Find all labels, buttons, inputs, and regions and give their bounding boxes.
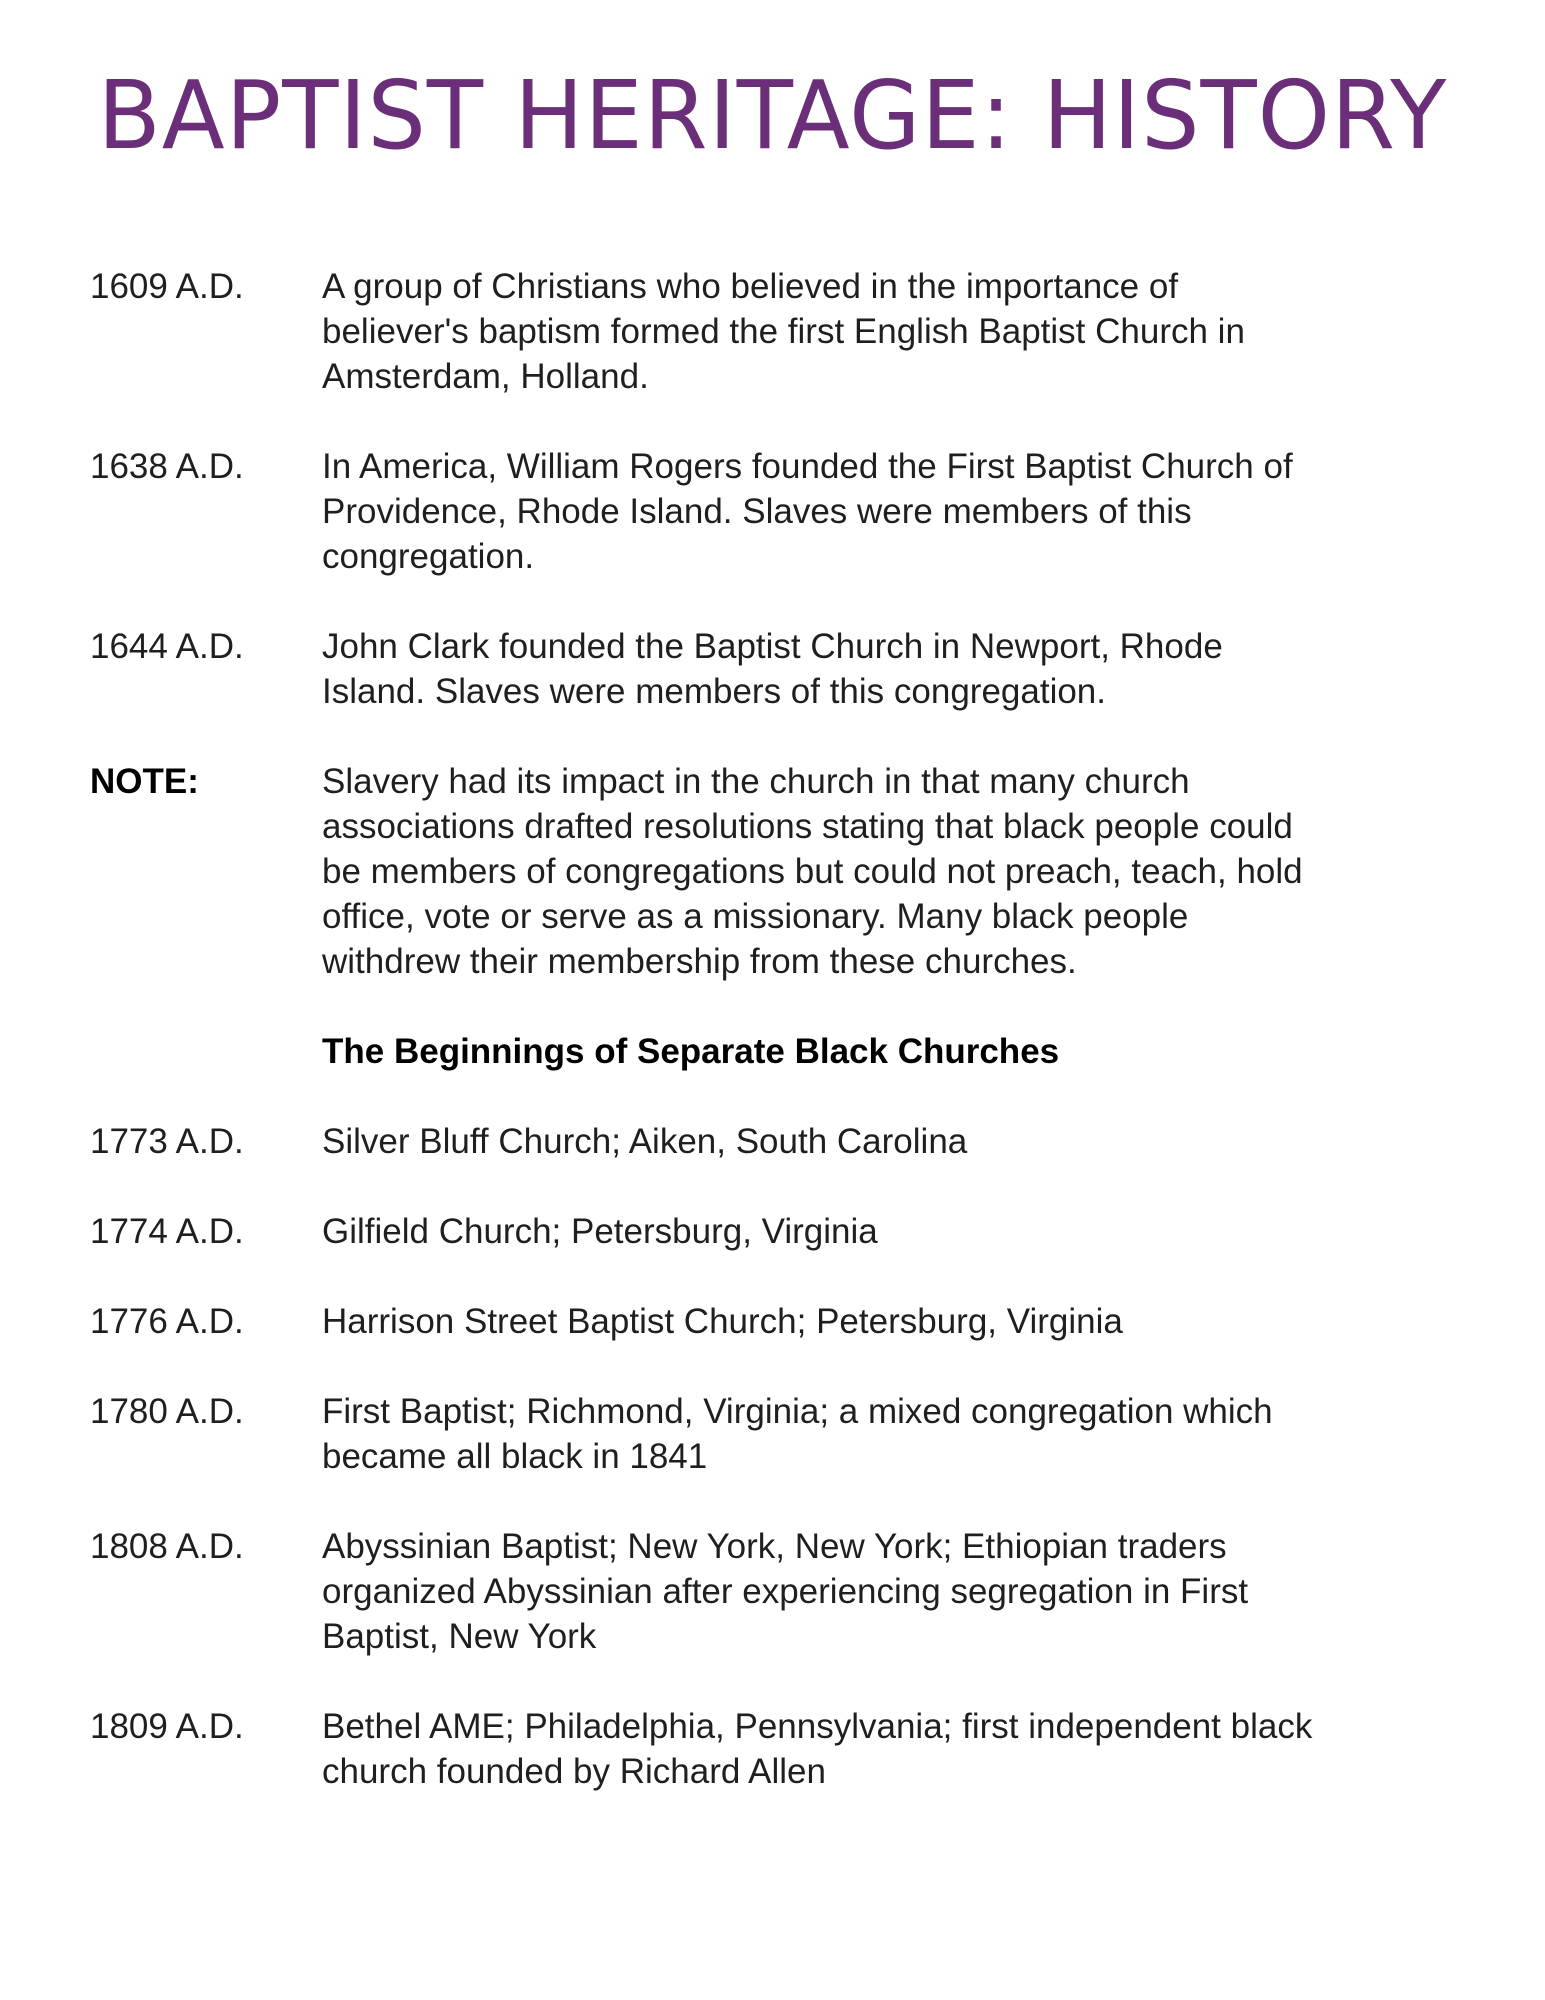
entry-text-line: congregation. [322, 537, 535, 576]
note-text-line: Slavery had its impact in the church in that many church [322, 762, 1190, 801]
timeline-entry-1774 [90, 1209, 1470, 1254]
timeline-entry-1809 [90, 1704, 1470, 1794]
entry-date: 1780 A.D. [90, 1392, 244, 1431]
timeline-entry-1808 [90, 1524, 1470, 1659]
entry-text-line: church founded by Richard Allen [322, 1752, 826, 1791]
entry-text-line: Providence, Rhode Island. Slaves were members of this [322, 492, 1192, 531]
section-heading: The Beginnings of Separate Black Churches [322, 1032, 1060, 1071]
entry-text-line: organized Abyssinian after experiencing segregation in First [322, 1572, 1249, 1611]
timeline-entry-1773 [90, 1119, 1470, 1164]
entry-text-line: believer's baptism formed the first English Baptist Church in [322, 312, 1245, 351]
entry-description [322, 1524, 1470, 1659]
entry-text-line: Gilfield Church; Petersburg, Virginia [322, 1212, 878, 1251]
note-text-line: office, vote or serve as a missionary. Many black people [322, 897, 1189, 936]
entry-text-line: Baptist, New York [322, 1617, 597, 1656]
entry-text-line: became all black in 1841 [322, 1437, 708, 1476]
entry-text-line: First Baptist; Richmond, Virginia; a mixed congregation which [322, 1392, 1273, 1431]
entry-date: 1808 A.D. [90, 1527, 244, 1566]
entry-text-line: In America, William Rogers founded the First Baptist Church of [322, 447, 1293, 486]
page-title: BAPTIST HERITAGE: HISTORY [97, 60, 1448, 171]
note-text [322, 759, 1470, 984]
note-text-line: associations drafted resolutions stating that black people could [322, 807, 1293, 846]
timeline-entry-1780 [90, 1389, 1470, 1479]
entry-date: 1809 A.D. [90, 1707, 244, 1746]
entry-text-line: Silver Bluff Church; Aiken, South Carolina [322, 1122, 968, 1161]
note-label: NOTE: [90, 762, 199, 801]
entry-date: 1644 A.D. [90, 627, 244, 666]
note-text-line: withdrew their membership from these churches. [322, 942, 1077, 981]
entry-date: 1638 A.D. [90, 447, 244, 486]
entry-description [322, 264, 1470, 399]
entry-description [322, 1119, 1470, 1164]
note-entry [90, 759, 1470, 984]
timeline-entry-1644 [90, 624, 1470, 714]
entry-description [322, 1299, 1470, 1344]
entry-text-line: Island. Slaves were members of this congregation. [322, 672, 1106, 711]
entry-description [322, 1389, 1470, 1479]
entry-date: 1773 A.D. [90, 1122, 244, 1161]
entry-date: 1774 A.D. [90, 1212, 244, 1251]
note-text-line: be members of congregations but could not preach, teach, hold [322, 852, 1303, 891]
entry-text-line: Amsterdam, Holland. [322, 357, 649, 396]
entry-date: 1609 A.D. [90, 267, 244, 306]
entry-text-line: Bethel AME; Philadelphia, Pennsylvania; first independent black [322, 1707, 1313, 1746]
timeline-entry-1638 [90, 444, 1470, 579]
timeline-entry-1609 [90, 264, 1470, 399]
entry-date: 1776 A.D. [90, 1302, 244, 1341]
entry-description [322, 1209, 1470, 1254]
entry-description [322, 444, 1470, 579]
timeline-entry-1776 [90, 1299, 1470, 1344]
entry-description [322, 1704, 1470, 1794]
entry-description [322, 624, 1470, 714]
entry-text-line: A group of Christians who believed in the importance of [322, 267, 1179, 306]
entry-text-line: Harrison Street Baptist Church; Petersburg, Virginia [322, 1302, 1123, 1341]
entry-text-line: John Clark founded the Baptist Church in Newport, Rhode [322, 627, 1223, 666]
timeline [90, 264, 1470, 1794]
entry-text-line: Abyssinian Baptist; New York, New York; Ethiopian traders [322, 1527, 1227, 1566]
